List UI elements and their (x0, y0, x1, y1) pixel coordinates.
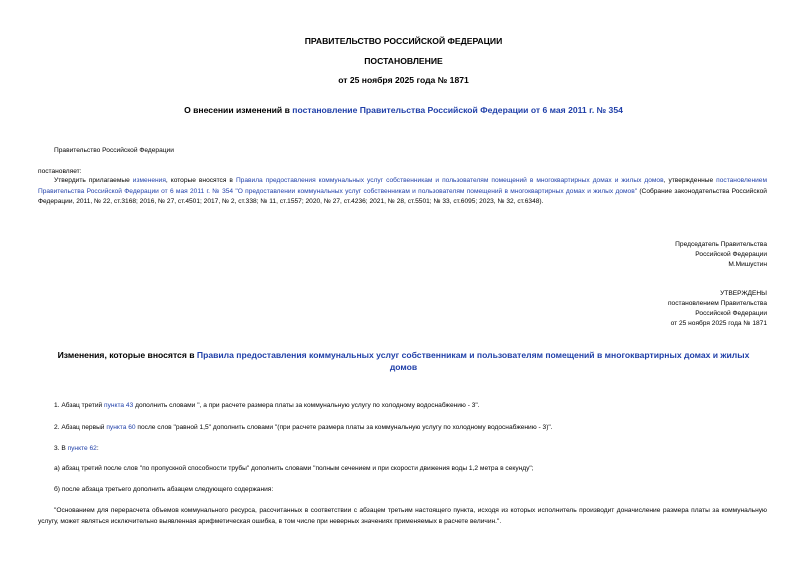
issuer: Правительство Российской Федерации (54, 147, 174, 154)
changes-title-link[interactable]: Правила предоставления коммунальных услуг собственникам и пользователям помещений в многоквартирных домах и жилых домов (196, 350, 750, 372)
doc-type-heading: ПОСТАНОВЛЕНИЕ (364, 56, 443, 66)
p1-text-b: , которые вносятся в (165, 177, 236, 184)
signature-name: М.Мишустин (728, 261, 767, 268)
item-2-text-a: 2. Абзац первый (54, 424, 107, 431)
approved-line3: Российской Федерации (695, 310, 767, 317)
signature-block (675, 240, 767, 270)
decrees-word: постановляет: (38, 168, 82, 175)
link-point-60[interactable]: пункта 60 (106, 424, 136, 431)
link-point-43[interactable]: пункта 43 (104, 402, 134, 409)
changes-title (50, 350, 757, 373)
approved-line4: от 25 ноября 2025 года № 1871 (670, 320, 767, 327)
date-number: от 25 ноября 2025 года № 1871 (338, 75, 469, 85)
title-prefix: О внесении изменений в (184, 105, 293, 115)
quoted-paragraph: "Основанием для перерасчета объемов коммунального ресурса, рассчитанных в соответствии с абзацем третьим настоящего пункта, исходя из которых исполнитель производит доначисление размера платы за коммунальную услугу, может являться исключительно выявленная арифметическая ошибка, в том числе при неверных значениях применяемых в расчете величин.". (38, 507, 767, 525)
item-1-text-b: дополнить словами ", а при расчете размера платы за коммунальную услугу по холодному водоснабжению - 3". (133, 402, 480, 409)
signature-org: Российской Федерации (695, 251, 767, 258)
document-title (0, 105, 807, 115)
government-heading: ПРАВИТЕЛЬСТВО РОССИЙСКОЙ ФЕДЕРАЦИИ (304, 36, 503, 46)
item-2-text-b: после слов "равной 1,5" дополнить словами "(при расчете размера платы за коммунальную услугу по холодному водоснабжению - 3)". (135, 424, 553, 431)
changes-title-prefix: Изменения, которые вносятся в (57, 350, 197, 360)
title-link[interactable]: постановление Правительства Российской Федерации от 6 мая 2011 г. № 354 (292, 105, 623, 115)
item-3b: б) после абзаца третьего дополнить абзацем следующего содержания: (54, 486, 274, 493)
item-2 (54, 424, 553, 431)
approved-line2: постановлением Правительства (667, 300, 767, 307)
link-changes[interactable]: изменения (132, 177, 166, 184)
link-point-62[interactable]: пункте 62 (67, 445, 97, 452)
approved-block (668, 289, 767, 329)
item-1 (54, 402, 480, 409)
p1-text-d: (Собрание законодательства Российской Федерации, 2011, № 22, ст.3168; 2016, № 27, ст.4501; 2017, № 2, ст.338; № 11, ст.1557; 2020, № 27, ст.4236; 2021, № 28, ст.5501; № 33, ст.6095; 2023, № 32, ст.6348). (38, 187, 767, 205)
p1-text-c: , утвержденные (663, 177, 717, 184)
link-resolution[interactable]: постановлением Правительства Российской Федерации от 6 мая 2011 г. № 354 "О предоставлении коммунальных услуг собственникам и пользователям помещений в многоквартирных домах и жилых домов" (38, 177, 768, 195)
paragraph-approve (38, 176, 767, 208)
item-3 (54, 445, 99, 452)
link-rules[interactable]: Правила предоставления коммунальных услуг собственникам и пользователям помещений в многоквартирных домах и жилых домов (235, 177, 664, 184)
item-3-text-a: 3. В (54, 445, 68, 452)
item-3-text-b: : (96, 445, 99, 452)
item-1-text-a: 1. Абзац третий (54, 402, 105, 409)
approved-heading: УТВЕРЖДЕНЫ (720, 290, 767, 297)
item-3a: а) абзац третий после слов "по пропускной способности трубы" дополнить словами "полным сечением и при скорости движения воды 1,2 метра в секунду"; (54, 465, 534, 472)
signature-title: Председатель Правительства (675, 241, 767, 248)
p1-text-a: Утвердить прилагаемые (54, 177, 133, 184)
